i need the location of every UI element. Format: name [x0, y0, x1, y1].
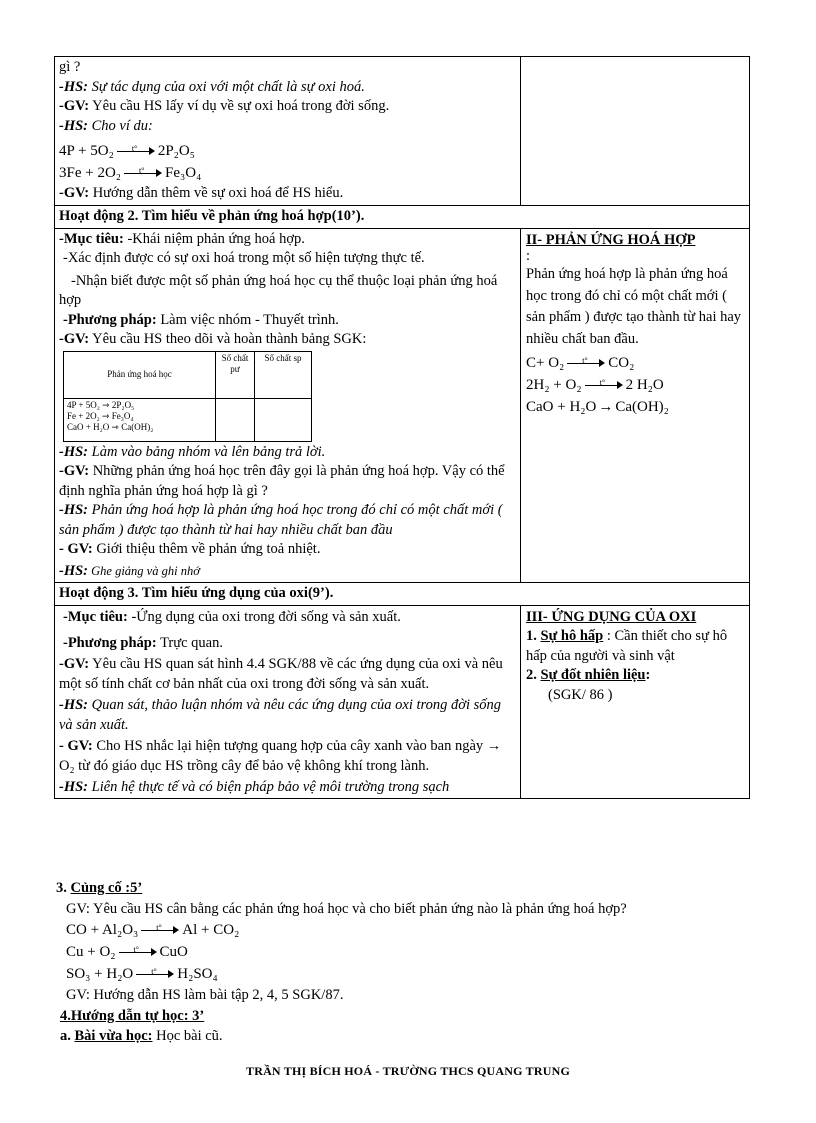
equation: [66, 941, 776, 963]
eq-condition: t°: [156, 922, 162, 932]
eq-condition: t°: [131, 143, 138, 153]
gv-label: - GV:: [59, 737, 93, 754]
eq-lhs: CaO + H₂O: [526, 399, 597, 415]
eq-condition: t°: [139, 165, 145, 175]
eq-lhs: C+ O₂: [526, 355, 565, 371]
eq-rhs: Ca(OH)₂: [615, 399, 669, 415]
usage-item: [526, 666, 745, 686]
method-label: -Phương pháp:: [63, 311, 157, 328]
hs-label: -HS:: [59, 78, 88, 95]
gv-label: -GV:: [59, 98, 90, 114]
hs-line: [59, 695, 516, 736]
item-label: Bài vừa học:: [74, 1028, 153, 1044]
table-row: [55, 57, 750, 206]
equation: [526, 374, 745, 396]
arrow-icon: →: [598, 399, 614, 415]
usage-item: [526, 627, 745, 666]
eq-rhs: Al + CO₂: [182, 922, 240, 938]
eq-condition: t°: [133, 944, 139, 954]
hs-label: -HS:: [59, 778, 88, 795]
hs-text: Phản ứng hoá hợp là phản ứng hoá học trong đó chỉ có một chất mới ( sản phẩm ) được tạo thành từ hai hay nhiều chất ban đầu: [59, 502, 503, 538]
item-text: : Cần thiết cho sự hô hấp của người và sinh vật: [526, 628, 728, 664]
gv-line: [59, 330, 516, 350]
hs-line: [59, 117, 516, 137]
section-heading: [56, 878, 776, 899]
table-row: [55, 206, 750, 229]
objective-text: -Ứng dụng của oxi trong đời sống và sản xuất.: [127, 608, 401, 625]
hs-text: Quan sát, thảo luận nhóm và nêu các ứng dụng của oxi trong đời sống và sản xuất.: [59, 696, 502, 733]
gv-line: [59, 97, 516, 117]
gv-label: -GV:: [59, 185, 90, 201]
table-row: [55, 605, 750, 799]
text-line: gì ?: [59, 59, 81, 75]
objective-line: [59, 607, 516, 628]
equation: [526, 396, 745, 418]
objective-label: -Mục tiêu:: [63, 608, 128, 625]
table-row: [55, 228, 750, 583]
eq-rhs: Fe₃O₄: [165, 165, 202, 181]
hs-line: [59, 501, 516, 540]
left-cell: [55, 605, 521, 799]
reaction-arrow-icon: [119, 944, 157, 958]
eq-rhs: H₂SO₄: [177, 966, 218, 982]
gv-text: Hướng dẫn thêm về sự oxi hoá để HS hiểu.: [89, 185, 344, 201]
gv-line: [59, 736, 516, 777]
hs-label: -HS:: [59, 696, 88, 713]
arrow-icon: →: [486, 737, 502, 754]
item-number: 2.: [526, 667, 541, 683]
colon: :: [645, 667, 651, 683]
method-label: -Phương pháp:: [63, 635, 157, 651]
table-cell-line: Fe + 2O₂ ⇾ Fe₃O₄: [67, 410, 134, 421]
eq-rhs: CO₂: [608, 355, 635, 371]
hs-text: Làm vào bảng nhóm và lên bảng trả lời.: [88, 443, 326, 460]
section-heading: [56, 1006, 776, 1027]
gv-label: - GV:: [59, 541, 93, 557]
gv-line: [59, 540, 516, 560]
hs-line: [59, 562, 516, 582]
reaction-arrow-icon: [124, 165, 162, 179]
method-line: [59, 311, 516, 331]
eq-lhs: Cu + O₂: [66, 944, 116, 960]
table-header: Số chất sp: [255, 351, 312, 398]
gv-text: Yêu cầu HS lấy ví dụ về sự oxi hoá trong đời sống.: [89, 98, 390, 114]
colon: :: [526, 248, 531, 264]
gv-text: O₂ từ đó giáo dục HS trồng cây để bảo vệ không khí trong lành.: [59, 758, 430, 774]
gv-line: [59, 654, 516, 695]
gv-text: Giới thiệu thêm về phản ứng toả nhiệt.: [92, 541, 321, 557]
eq-lhs: 2H₂ + O₂: [526, 377, 582, 393]
eq-lhs: 3Fe + 2O₂: [59, 165, 122, 181]
subsection: [56, 1026, 776, 1047]
section-title: [526, 231, 745, 251]
item-label: Sự hô hấp: [540, 628, 604, 644]
objective-line: -Nhận biết được một số phản ứng hoá học cụ thể thuộc loại phản ứng hoá hợp: [59, 272, 498, 308]
gv-text: GV: Hướng dẫn HS làm bài tập 2, 4, 5 SGK/87.: [66, 987, 344, 1003]
reaction-arrow-icon: [136, 966, 174, 980]
reference-text: (SGK/ 86 ): [548, 686, 613, 703]
gv-label: -GV:: [59, 463, 90, 479]
table-cell: [64, 398, 216, 441]
hs-text: Ghe giảng và ghi nhớ: [88, 563, 200, 578]
item-number: a.: [60, 1028, 75, 1044]
gv-text: Yêu cầu HS theo dõi và hoàn thành bảng SGK:: [89, 331, 367, 347]
method-text: Làm việc nhóm - Thuyết trình.: [156, 311, 339, 328]
reaction-arrow-icon: [585, 377, 623, 391]
reaction-arrow-icon: [141, 922, 179, 936]
section-title-text: II- PHẢN ỨNG HOÁ HỢP: [526, 231, 696, 248]
hs-line: [59, 777, 516, 798]
right-cell: [521, 228, 750, 583]
section-title: Củng cố :5’: [70, 880, 143, 896]
hs-label: -HS:: [59, 443, 88, 460]
objective-text: -Khái niệm phản ứng hoá hợp.: [123, 230, 305, 247]
item-text: Học bài cũ.: [152, 1028, 223, 1044]
section-body: [56, 899, 776, 1006]
section-title-text: III- ỨNG DỤNG CỦA OXI: [526, 608, 697, 625]
hs-text: Cho ví du:: [88, 117, 153, 134]
table-cell-line: 4P + 5O₂ ⇾ 2P₂O₅: [67, 399, 135, 410]
reaction-table: [63, 351, 312, 442]
eq-condition: t°: [582, 355, 588, 365]
section-title: 4.Hướng dẫn tự học: 3’: [60, 1007, 205, 1024]
table-header: Phản ứng hoá học: [64, 351, 216, 398]
eq-lhs: CO + Al₂O₃: [66, 922, 139, 938]
hs-label: -HS:: [59, 502, 88, 518]
eq-lhs: SO₃ + H₂O: [66, 966, 134, 982]
section-title: [526, 608, 745, 628]
reaction-arrow-icon: [117, 143, 155, 157]
reaction-arrow-icon: [567, 355, 605, 369]
hs-label: -HS:: [59, 562, 88, 579]
right-cell: [521, 605, 750, 799]
left-cell: [55, 228, 521, 583]
equation: [66, 963, 776, 985]
equation: [526, 352, 745, 374]
gv-label: -GV:: [59, 655, 90, 672]
table-row: [55, 583, 750, 606]
item-number: 1.: [526, 628, 541, 644]
objective-label: -Mục tiêu:: [59, 230, 124, 247]
activity-2-heading: Hoạt động 2. Tìm hiểu về phản ứng hoá hợp(10’).: [55, 206, 750, 229]
eq-condition: t°: [151, 966, 157, 976]
gv-text: Cho HS nhắc lại hiện tượng quang hợp của cây xanh vào ban ngày: [92, 737, 487, 754]
lesson-table: [54, 56, 750, 799]
hs-text: Liên hệ thực tế và có biện pháp bảo vệ môi trường trong sạch: [88, 778, 450, 795]
gv-label: -GV:: [59, 331, 90, 347]
equation: [59, 140, 516, 162]
eq-lhs: 4P + 5O₂: [59, 143, 114, 159]
method-text: Trực quan.: [156, 635, 223, 651]
gv-text: GV: Yêu cầu HS cân bằng các phản ứng hoá học và cho biết phản ứng nào là phản ứng hoá hợp?: [66, 900, 627, 917]
eq-rhs: 2 H₂O: [625, 377, 664, 393]
hs-line: [59, 443, 516, 463]
gv-line: [59, 184, 516, 204]
page-footer: TRẦN THỊ BÍCH HOÁ - TRƯỜNG THCS QUANG TRUNG: [246, 1064, 570, 1078]
objective-line: -Xác định được có sự oxi hoá trong một số hiện tượng thực tế.: [63, 250, 425, 266]
table-header: Số chất pư: [216, 351, 255, 398]
item-label: Sự đốt nhiên liệu: [540, 667, 646, 683]
equation: [66, 919, 776, 941]
activity-3-heading: Hoạt động 3. Tìm hiểu ứng dụng của oxi(9’).: [55, 583, 750, 606]
table-row: [64, 351, 312, 398]
definition-text: Phản ứng hoá hợp là phản ứng hoá học trong đó chỉ có một chất mới ( sản phẩm ) được tạo thành từ hai hay nhiều chất ban đầu.: [526, 266, 742, 347]
gv-text: Yêu cầu HS quan sát hình 4.4 SGK/88 về các ứng dụng của oxi và nêu một số tính chất cơ bản nhất của oxi trong đời sống và sản xuất.: [59, 655, 503, 692]
hs-text: Sự tác dụng của oxi với một chất là sự oxi hoá.: [88, 78, 365, 95]
method-line: [59, 633, 516, 654]
hs-label: -HS:: [59, 117, 88, 134]
eq-rhs: 2P₂O₅: [157, 143, 195, 159]
table-row: [64, 398, 312, 441]
eq-rhs: CuO: [159, 944, 188, 960]
equation: [59, 162, 516, 184]
objective-line: [59, 230, 516, 250]
section-3: [56, 878, 776, 1047]
left-cell: [55, 57, 521, 206]
gv-text: Những phản ứng hoá học trên đây gọi là phản ứng hoá hợp. Vậy có thể định nghĩa phản ứng hoá hợp là gì ?: [59, 463, 505, 499]
hs-line: [59, 78, 516, 98]
right-cell: [521, 57, 750, 206]
table-cell-line: CaO + H₂O ⇾ Ca(OH)₂: [67, 421, 154, 432]
gv-line: [59, 462, 516, 501]
table-cell: [216, 398, 255, 441]
section-number: 3.: [56, 880, 71, 896]
table-cell: [255, 398, 312, 441]
eq-condition: t°: [599, 377, 606, 387]
